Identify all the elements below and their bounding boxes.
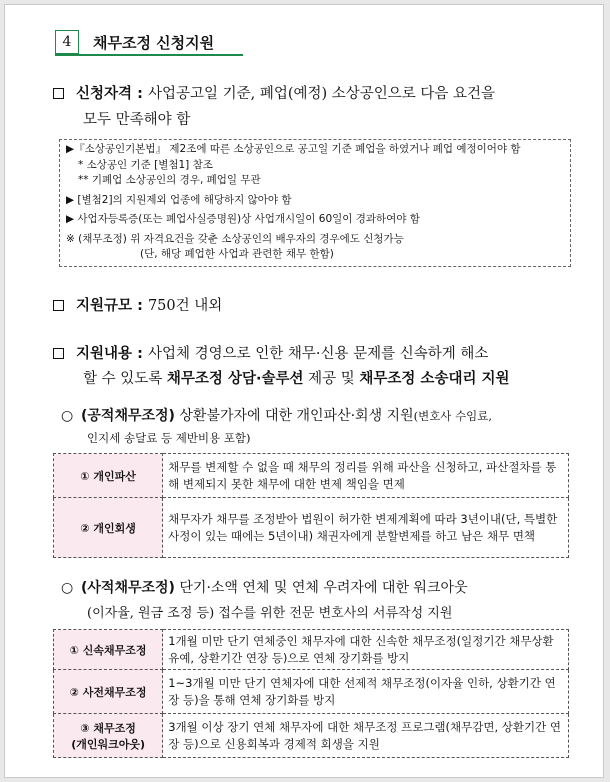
public-line2: 인지세 송달료 등 제반비용 포함) bbox=[87, 431, 251, 445]
note-line: (단, 해당 폐업한 사업과 관련한 채무 한함) bbox=[140, 248, 334, 260]
table-text: 3개월 이상 장기 연체 채무자에 대한 채무조정 프로그램(채무감면, 상환기간 연장 등)으로 신용회복과 경제적 회생을 지원 bbox=[163, 714, 569, 758]
square-bullet-icon bbox=[53, 300, 64, 311]
section-title: 채무조정 신청지원 bbox=[93, 33, 215, 52]
scale-heading: 지원규모 bbox=[76, 298, 133, 314]
private-line1: ○ (사적채무조정) 단기·소액 연체 및 연체 우려자에 대한 워크아웃 bbox=[61, 577, 581, 599]
eligibility-heading: 신청자격 bbox=[76, 86, 133, 102]
document-page bbox=[4, 4, 604, 778]
private-table bbox=[53, 629, 569, 758]
scale-text: 750건 내외 bbox=[147, 298, 223, 314]
note-line: ▶ 사업자등록증(또는 폐업사실증명원)상 사업개시일이 60일이 경과하여야 함 bbox=[66, 213, 420, 225]
table-row bbox=[54, 454, 569, 498]
square-bullet-icon bbox=[53, 348, 64, 359]
content-heading: 지원내용 bbox=[76, 346, 133, 362]
public-line1: ○ (공적채무조정) 상환불가자에 대한 개인파산·회생 지원(변호사 수임료, bbox=[61, 405, 581, 427]
public-heading: (공적채무조정) bbox=[81, 408, 175, 424]
table-label: ② 개인회생 bbox=[54, 498, 163, 558]
table-row bbox=[54, 630, 569, 670]
content-bold-2: 채무조정 소송대리 지원 bbox=[359, 371, 510, 387]
note-line: ▶『소상공인기본법』 제2조에 따른 소상공인으로 공고일 기준 폐업을 하였거나 폐업 예정이어야 함 bbox=[66, 143, 521, 155]
table-text: 채무를 변제할 수 없을 때 채무의 정리를 위해 파산을 신청하고, 파산절차를 통해 변제되지 못한 채무에 대한 변제 책임을 면제 bbox=[163, 454, 569, 498]
eligibility-notes-box bbox=[59, 139, 571, 267]
content-bold-1: 채무조정 상담·솔루션 bbox=[166, 371, 304, 387]
note-line: ** 기폐업 소상공인의 경우, 폐업일 무관 bbox=[78, 174, 261, 186]
private-line2: (이자율, 원금 조정 등) 접수를 위한 전문 변호사의 서류작성 지원 bbox=[87, 606, 453, 621]
content-line1: 지원내용 : 사업체 경영으로 인한 채무·신용 문제를 신속하게 해소 bbox=[53, 341, 583, 367]
table-text: 채무자가 채무를 조정받아 법원이 허가한 변제계획에 따라 3년이내(단, 특별한 사정이 있는 때에는 5년이내) 채권자에게 분할변제를 하고 남은 채무 면책 bbox=[163, 498, 569, 558]
section-underline bbox=[55, 54, 243, 56]
table-label: ③ 채무조정 (개인워크아웃) bbox=[54, 714, 163, 758]
content-text-1: 사업체 경영으로 인한 채무·신용 문제를 신속하게 해소 bbox=[147, 346, 489, 362]
note-line: * 소상공인 기준 [별첨1] 참조 bbox=[78, 158, 213, 171]
section-number: 4 bbox=[55, 30, 79, 54]
table-label: ② 사전채무조정 bbox=[54, 670, 163, 714]
content-line2: 할 수 있도록 채무조정 상담·솔루션 제공 및 채무조정 소송대리 지원 bbox=[83, 371, 510, 387]
eligibility-line1: 신청자격 : 사업공고일 기준, 폐업(예정) 소상공인으로 다음 요건을 bbox=[53, 81, 573, 107]
section-header bbox=[55, 27, 214, 57]
circle-bullet-icon: ○ bbox=[61, 408, 74, 424]
square-bullet-icon bbox=[53, 88, 64, 99]
private-heading: (사적채무조정) bbox=[81, 580, 175, 596]
table-row bbox=[54, 670, 569, 714]
table-label: ① 개인파산 bbox=[54, 454, 163, 498]
circle-bullet-icon: ○ bbox=[61, 580, 74, 596]
table-label: ① 신속채무조정 bbox=[54, 630, 163, 670]
eligibility-text-2: 모두 만족해야 함 bbox=[83, 112, 191, 128]
public-table bbox=[53, 453, 569, 558]
note-line: ※ (채무조정) 위 자격요건을 갖춘 소상공인의 배우자의 경우에도 신청가능 bbox=[66, 232, 404, 245]
table-row bbox=[54, 498, 569, 558]
table-text: 1~3개월 미만 단기 연체자에 대한 선제적 채무조정(이자율 인하, 상환기간 연장 등)을 통해 연체 장기화를 방지 bbox=[163, 670, 569, 714]
table-text: 1개월 미만 단기 연체중인 채무자에 대한 신속한 채무조정(일정기간 채무상환 유예, 상환기간 연장 등)으로 연체 장기화를 방지 bbox=[163, 630, 569, 670]
scale-row: 지원규모 : 750건 내외 bbox=[53, 293, 222, 319]
eligibility-text-1: 사업공고일 기준, 폐업(예정) 소상공인으로 다음 요건을 bbox=[147, 86, 496, 102]
table-row bbox=[54, 714, 569, 758]
note-line: ▶ [별첨2]의 지원제외 업종에 해당하지 않아야 함 bbox=[66, 193, 292, 206]
